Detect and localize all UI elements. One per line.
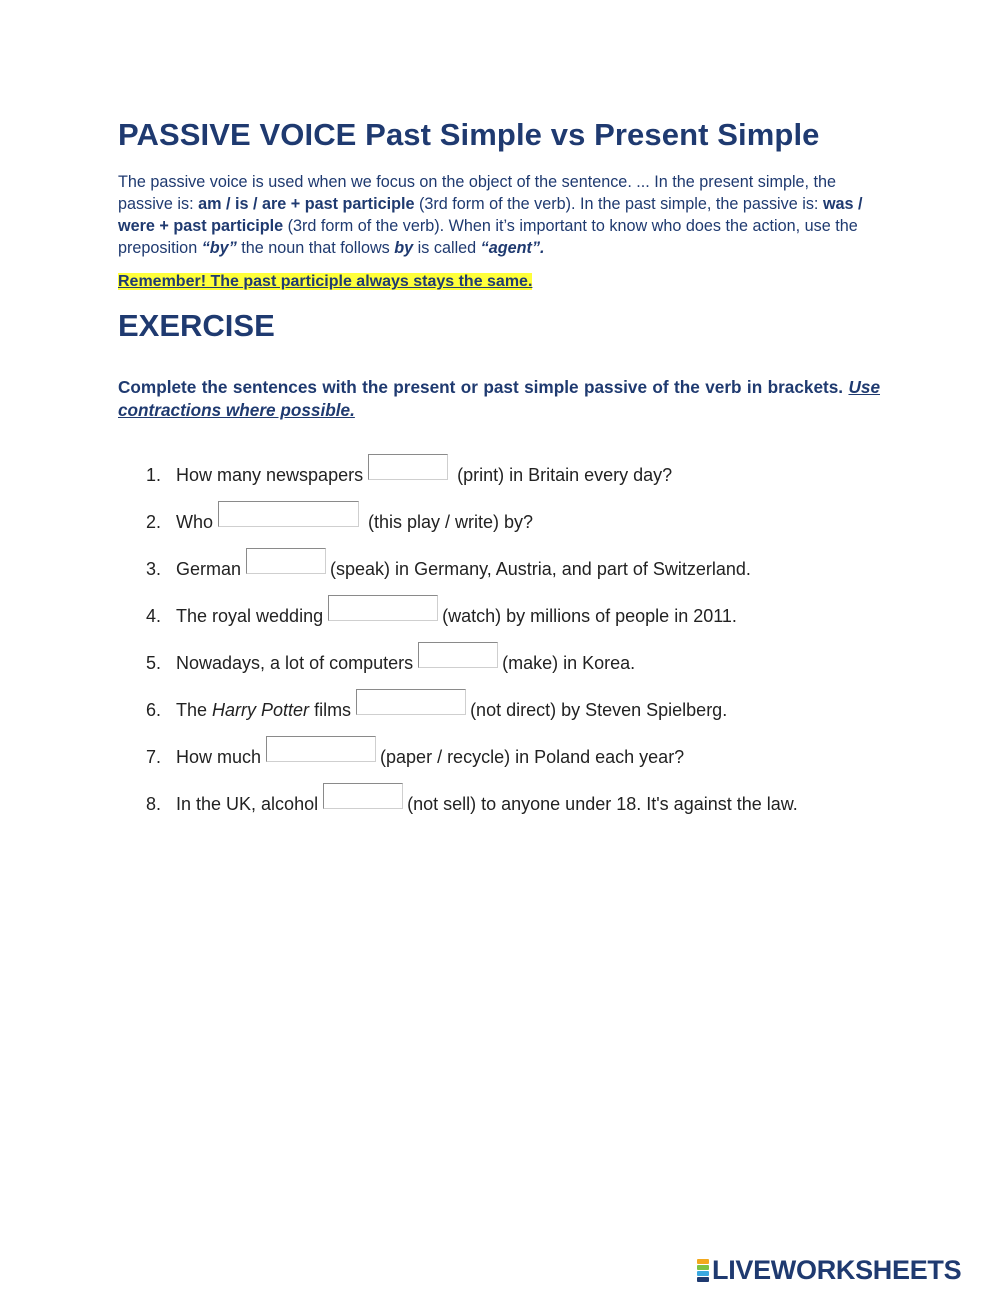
item-text-after: (watch) by millions of people in 2011. xyxy=(442,606,737,626)
logo-bar xyxy=(697,1259,709,1264)
item-text-before: Nowadays, a lot of computers xyxy=(176,653,414,673)
item-number: 7. xyxy=(146,747,162,767)
agent-word: “agent”. xyxy=(480,239,545,257)
list-item xyxy=(146,499,926,546)
exercise-heading: EXERCISE xyxy=(118,308,275,343)
item-text-after: (this play / write) by? xyxy=(363,512,534,532)
item-number: 3. xyxy=(146,559,162,579)
answer-input-7[interactable] xyxy=(266,736,376,762)
intro-text-3: (3rd form of the verb). When it’s important to know who does the action, use the preposition xyxy=(118,217,858,257)
item-text-before: Who xyxy=(176,512,214,532)
item-text-after: (paper / recycle) in Poland each year? xyxy=(380,747,685,767)
intro-text-1: The passive voice is used when we focus on the object of the sentence. ... In the present simple, the passive is: xyxy=(118,173,837,213)
item-text-after: (make) in Korea. xyxy=(502,653,636,673)
item-number: 8. xyxy=(146,794,162,814)
list-item xyxy=(146,546,926,593)
list-item xyxy=(146,593,926,640)
answer-input-4[interactable] xyxy=(328,595,438,621)
answer-input-1[interactable] xyxy=(368,454,448,480)
remember-note xyxy=(118,272,880,292)
intro-text-4: the noun that follows xyxy=(236,239,395,257)
item-text-before: How much xyxy=(176,747,262,767)
item-number: 1. xyxy=(146,465,162,485)
brand-name: LIVEWORKSHEETS xyxy=(712,1254,962,1285)
list-item xyxy=(146,734,926,781)
exercise-list xyxy=(146,452,926,828)
logo-bar xyxy=(697,1265,709,1270)
answer-input-2[interactable] xyxy=(218,501,359,527)
item-text-after: (speak) in Germany, Austria, and part of Switzerland. xyxy=(330,559,751,579)
item-text-before: The royal wedding xyxy=(176,606,324,626)
brand-footer xyxy=(697,1255,961,1285)
item-number: 6. xyxy=(146,700,162,720)
item-text-before: German xyxy=(176,559,242,579)
by-word: by xyxy=(394,239,414,257)
past-passive-rule: was / were + past participle xyxy=(118,195,863,235)
item-number: 4. xyxy=(146,606,162,626)
by-preposition: “by” xyxy=(201,239,237,257)
intro-paragraph xyxy=(118,171,880,259)
logo-bar xyxy=(697,1271,709,1276)
item-number: 5. xyxy=(146,653,162,673)
item-title-italic: Harry Potter xyxy=(212,700,310,720)
list-item xyxy=(146,781,926,828)
present-passive-rule: am / is / are + past participle xyxy=(198,195,415,213)
item-text-after: (not direct) by Steven Spielberg. xyxy=(470,700,728,720)
answer-input-3[interactable] xyxy=(246,548,326,574)
worksheet xyxy=(118,112,880,422)
answer-input-5[interactable] xyxy=(418,642,498,668)
item-text-after: (print) in Britain every day? xyxy=(452,465,673,485)
liveworksheets-logo-icon xyxy=(697,1258,709,1282)
item-text-after: (not sell) to anyone under 18. It's against the law. xyxy=(407,794,798,814)
intro-text-5: is called xyxy=(413,239,481,257)
item-text-before: The xyxy=(176,700,213,720)
item-text-before: How many newspapers xyxy=(176,465,364,485)
exercise-instruction xyxy=(118,376,880,422)
answer-input-6[interactable] xyxy=(356,689,466,715)
page-title: PASSIVE VOICE Past Simple vs Present Simple xyxy=(118,117,820,152)
intro-text-2: (3rd form of the verb). In the past simple, the passive is: xyxy=(414,195,823,213)
instruction-main: Complete the sentences with the present or past simple passive of the verb in brackets. xyxy=(118,377,849,397)
remember-highlight: Remember! The past participle always stays the same. xyxy=(118,273,533,290)
list-item xyxy=(146,640,926,687)
item-number: 2. xyxy=(146,512,162,532)
instruction-note: Use contractions where possible. xyxy=(118,377,880,420)
answer-input-8[interactable] xyxy=(323,783,403,809)
item-text-before: In the UK, alcohol xyxy=(176,794,319,814)
list-item xyxy=(146,687,926,734)
item-text-before-tail: films xyxy=(309,700,352,720)
logo-bar xyxy=(697,1277,709,1282)
list-item xyxy=(146,452,926,499)
